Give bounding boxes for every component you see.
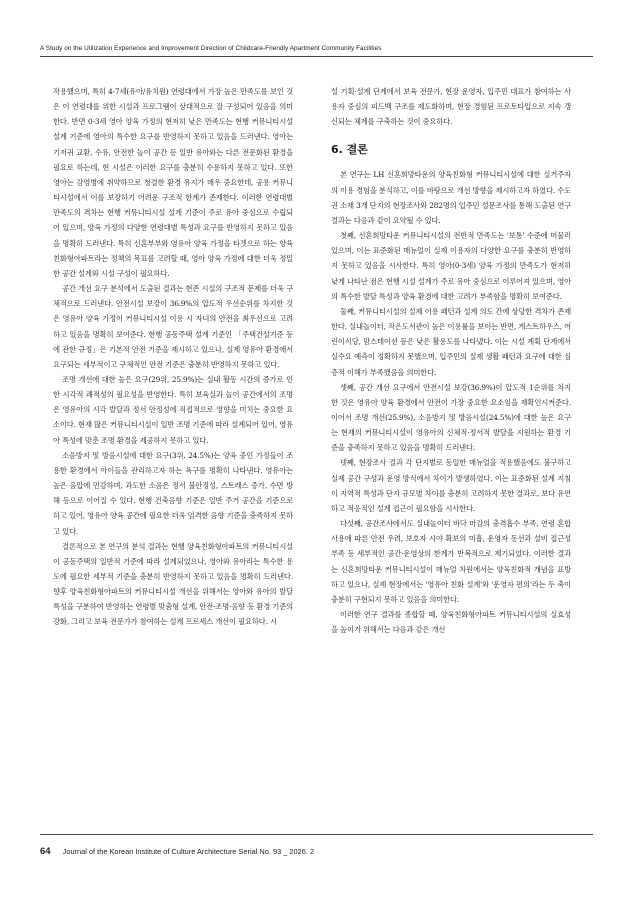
body-paragraph: 이러한 연구 결과를 종합할 때, 양육친화형아파트 커뮤니티시설의 실효성을 높이기 위해서는 다음과 같은 개선: [331, 610, 571, 635]
header-rule: [40, 56, 593, 57]
journal-citation: Journal of the Korean Institute of Culture Architecture Serial No. 93 _ 2026. 2: [62, 847, 315, 856]
footer-rule: [40, 834, 593, 835]
body-paragraph: 결론적으로 본 연구의 분석 결과는 현행 양육친화형아파트의 커뮤니티시설이 공동주택의 일반적 기준에 따라 설계되었으나, 영아와 유아라는 특수한 용도에 필요한 세부적 기준을 충분히 반영하지 못하고 있음을 명확히 드러낸다. 향후 양육친화형아파트의 커뮤니티시설 개선을 위해서는 영아와 유아의 발달 특성을 구분하여 반영하는 연령별 맞춤형 설계, 안전·조명·음향 등 환경 기준의 강화, 그리고 보육 전문가가 참여하는 설계 프로세스 개선이 필요하다. 시: [53, 541, 293, 627]
body-paragraph: 공간 개선 요구 분석에서 도출된 결과는 현존 시설의 구조적 문제를 더욱 구체적으로 드러낸다. 안전시설 보강이 36.9%의 압도적 우선순위를 차지한 것은 영유아 양육 가정이 커뮤니티시설 이용 시 자녀의 안전을 최우선으로 고려하고 있음을 명확히 보여준다. 현행 공동주택 설계 기준인 「주택건설기준 등에 관한 규정」은 기본적 안전 기준을 제시하고 있으나, 실제 영유아 환경에서 요구되는 세부적이고 구체적인 안전 기준은 충분히 반영하지 못하고 있다.: [53, 284, 293, 369]
page-number: 64: [40, 846, 51, 857]
section-heading: 6. 결론: [331, 143, 368, 157]
body-paragraph: 본 연구는 LH 신혼희망타운의 양육친화형 커뮤니티시설에 대한 실거주자의 이용 경험을 분석하고, 이를 바탕으로 개선 방향을 제시하고자 하였다. 수도권 소재 3개 단지의 현장조사와 282명의 입주민 설문조사를 통해 도출된 연구 결과는 다음과 같이 요약될 수 있다.: [331, 170, 571, 225]
page-footer: [40, 846, 314, 857]
body-paragraph: 소음방지 및 방음시설에 대한 요구(3위, 24.5%)는 양육 중인 가정들이 조용한 환경에서 아이들을 관리하고자 하는 욕구를 명확히 나타낸다. 영유아는 높은 음압에 민감하며, 과도한 소음은 정서 불안정성, 스트레스 증가, 수면 방해 등으로 이어질 수 있다. 현행 건축음향 기준은 일반 주거 공간을 기준으로 하고 있어, 영유아 양육 공간에 필요한 더욱 엄격한 음향 기준을 충족하지 못하고 있다.: [53, 450, 293, 536]
body-paragraph: 작용했으며, 특히 4-7세(유아/유치원) 연령대에서 가장 높은 만족도를 보인 것은 이 연령대를 위한 시설과 프로그램이 상대적으로 잘 구성되어 있음을 의미한다. 반면 0-3세 영아 양육 가정의 현저히 낮은 만족도는 현행 커뮤니티시설 설계 기준에 영아의 특수한 요구를 반영하지 못하고 있음을 드러낸다. 영아는 기저귀 교환, 수유, 안전한 놀이 공간 등 일반 유아와는 다른 전문화된 환경을 필요로 하는데, 현 시설은 이러한 요구를 충분히 수용하지 못하고 있다. 또한 영아는 감염병에 취약하므로 청결한 환경 유지가 매우 중요한데, 공용 커뮤니티시설에서 이를 보장하기 어려운 구조적 한계가 존재한다. 이러한 연령대별 만족도의 격차는 현행 커뮤니티시설 설계 기준이 주로 유아 중심으로 수립되어 있으며, 양육 가정의 다양한 연령대별 특성과 요구를 반영하지 못하고 있음을 명확히 드러낸다. 특히 신혼부부와 영유아 양육 가정을 타겟으로 하는 양육친화형아파트라는 정책의 목표를 고려할 때, 영아 양육 가정에 대한 더욱 정밀한 공간 설계와 시설 구성이 필요하다.: [53, 87, 293, 278]
body-paragraph: 조명 개선에 대한 높은 요구(29위, 25.9%)는 실내 활동 시간의 증가로 인한 시각적 쾌적성의 필요성을 반영한다. 특히 보육실과 놀이 공간에서의 조명은 영유아의 시각 발달과 정서 안정성에 직접적으로 영향을 미치는 중요한 요소이다. 현재 많은 커뮤니티시설이 일반 조명 기준에 따라 설계되어 있어, 영유아 특성에 맞춘 조명 환경을 제공하지 못하고 있다.: [53, 374, 293, 445]
body-paragraph: 둘째, 커뮤니티시설의 실제 이용 패턴과 설계 의도 간에 상당한 격차가 존재한다. 실내놀이터, 작은도서관이 높은 이용률을 보이는 반면, 게스트하우스, 어린이식당, 맘스테이션 등은 낮은 활용도를 나타냈다. 이는 시설 계획 단계에서 실수요 예측이 정확하지 못했으며, 입주민의 실제 생활 패턴과 요구에 대한 심층적 이해가 부족했음을 의미한다.: [331, 306, 571, 377]
right-column: [331, 84, 571, 637]
body-paragraph: 셋째, 공간 개선 요구에서 안전시설 보강(36.9%)이 압도적 1순위를 차지한 것은 영유아 양육 환경에서 안전이 가장 중요한 요소임을 재확인시켜준다. 이어서 조명 개선(25.9%), 소음방지 및 방음시설(24.5%)에 대한 높은 요구는 현재의 커뮤니티시설이 영유아의 신체적·정서적 발달을 지원하는 환경 기준을 충족하지 못하고 있음을 명확히 드러낸다.: [331, 382, 571, 453]
body-paragraph: 설 기획·설계 단계에서 보육 전문가, 현장 운영자, 입주민 대표가 참여하는 사용자 중심의 피드백 구조를 제도화하며, 현장 경험된 프로토타입으로 지속 갱신되는 체계를 구축하는 것이 중요하다.: [331, 87, 571, 127]
left-column: [53, 84, 293, 630]
body-paragraph: 다섯째, 공간조사에서도 실내놀이터 바닥 마감의 충격흡수 부족, 연령 혼합 사용에 따른 안전 우려, 보호자 시야 확보의 미흡, 운영자 동선과 설비 접근성 부족 등 세부적인 공간·운영상의 한계가 반복적으로 제기되었다. 이러한 결과는 신혼희망타운 커뮤니티시설이 매뉴얼 차원에서는 양육친화적 개념을 표방하고 있으나, 실제 현장에서는 '영유아 친화 설계'와 '운영자 편의'라는 두 축이 충분히 구현되지 못하고 있음을 의미한다.: [331, 519, 571, 604]
body-paragraph: 첫째, 신혼희망타운 커뮤니티시설의 전반적 만족도는 '보통' 수준에 머물러 있으며, 이는 표준화된 매뉴얼이 실제 이용자의 다양한 요구를 충분히 반영하지 못하고 있음을 시사한다. 특히 영아(0-3세) 양육 가정의 만족도가 현저히 낮게 나타난 점은 현행 시설 설계가 주로 유아 중심으로 이루어져 있으며, 영아의 특수한 발달 특성과 양육 환경에 대한 고려가 부족함을 명확히 보여준다.: [331, 231, 571, 301]
running-title: A Study on the Utilization Experience and Improvement Direction of Childcare-Friendly Apartment Community Facilities: [40, 45, 382, 52]
body-paragraph: 넷째, 현장조사 결과 각 단지별로 동일한 매뉴얼을 적용했음에도 불구하고 실제 공간 구성과 운영 방식에서 차이가 발생하였다. 이는 표준화된 설계 지침이 지역적 특성과 단지 규모별 차이를 충분히 고려하지 못한 결과로, 보다 유연하고 적응적인 설계 접근이 필요함을 시사한다.: [331, 458, 571, 513]
